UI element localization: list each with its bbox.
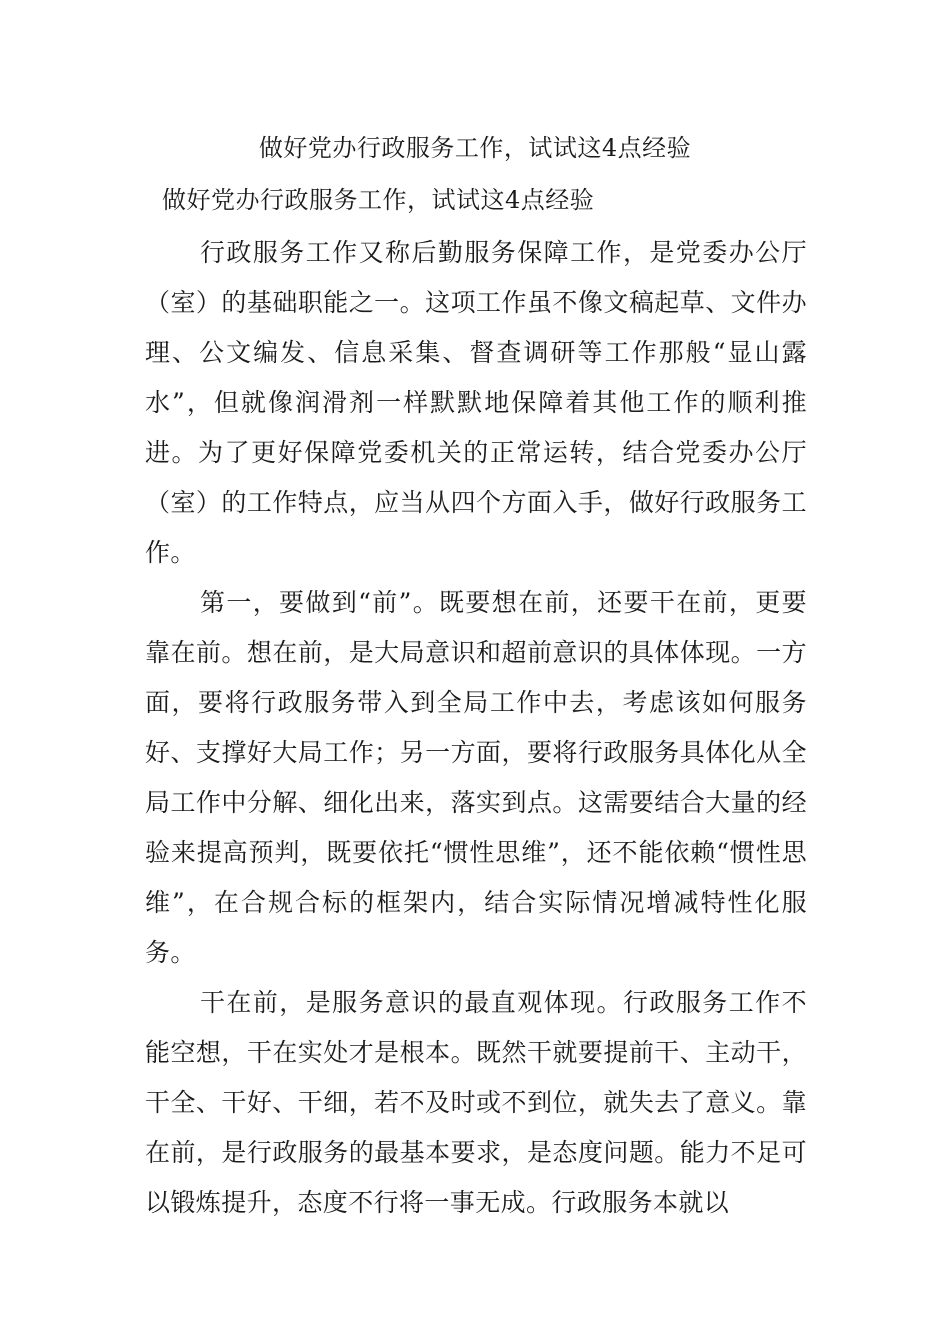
document-title: 做好党办行政服务工作，试试这4点经验	[258, 134, 692, 162]
document-body	[145, 228, 807, 1228]
paragraph-intro: 行政服务工作又称后勤服务保障工作，是党委办公厅（室）的基础职能之一。这项工作虽不像文稿起草、文件办理、公文编发、信息采集、督查调研等工作那般“显山露水”，但就像润滑剂一样默默地保障着其他工作的顺利推进。为了更好保障党委机关的正常运转，结合党委办公厅（室）的工作特点，应当从四个方面入手，做好行政服务工作。	[145, 238, 807, 567]
paragraph-point-one: 第一，要做到“前”。既要想在前，还要干在前，更要靠在前。想在前，是大局意识和超前意识的具体体现。一方面，要将行政服务带入到全局工作中去，考虑该如何服务好、支撑好大局工作；另一方面，要将行政服务具体化从全局工作中分解、细化出来，落实到点。这需要结合大量的经验来提高预判，既要依托“惯性思维”，还不能依赖“惯性思维”，在合规合标的框架内，结合实际情况增减特性化服务。	[145, 588, 807, 967]
document-subtitle: 做好党办行政服务工作，试试这4点经验	[162, 186, 595, 214]
paragraph-act-ahead: 干在前，是服务意识的最直观体现。行政服务工作不能空想，干在实处才是根本。既然干就要提前干、主动干，干全、干好、干细，若不及时或不到位，就失去了意义。靠在前，是行政服务的最基本要求，是态度问题。能力不足可以锻炼提升，态度不行将一事无成。行政服务本就以	[145, 988, 807, 1217]
